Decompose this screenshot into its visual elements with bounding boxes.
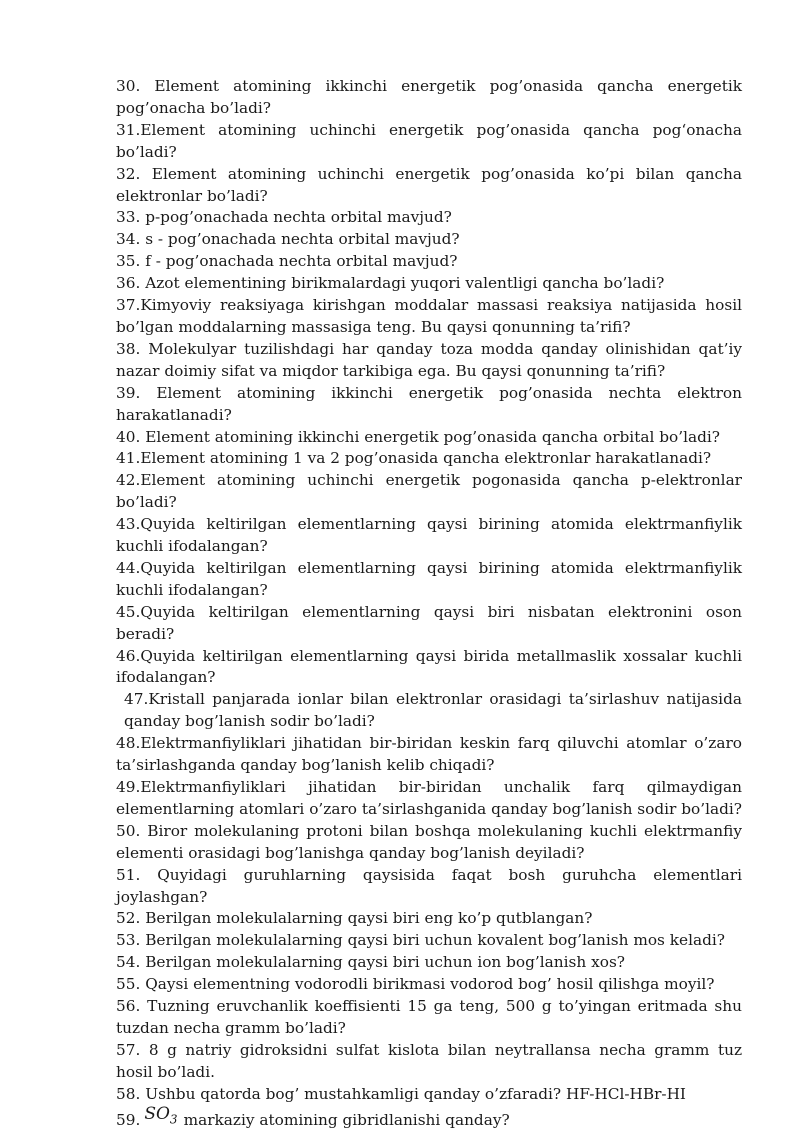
question-33: 33. p-pog’onachada nechta orbital mavjud? xyxy=(116,208,452,227)
question-30: 30. Element atomining ikkinchi energetik pog’onasida qancha energetik pog’onacha bo’ladi? xyxy=(116,77,742,117)
question-44: 44.Quyida keltirilgan elementlarning qaysi birining atomida elektrmanfiylik kuchli ifodalangan? xyxy=(116,558,742,599)
question-52: 52. Berilgan molekulalarning qaysi biri eng ko’p qutblangan? xyxy=(116,909,593,928)
question-51: 51. Quyidagi guruhlarning qaysisida faqat bosh guruhcha elementlari joylashgan? xyxy=(116,865,742,906)
question-48: 48.Elektrmanfiyliklari jihatidan bir-biridan keskin farq qiluvchi atomlar o’zaro ta’sirlashganda qanday bog’lanish kelib chiqadi? xyxy=(116,734,742,775)
question-32: 32. Element atomining uchinchi energetik pog’onasida ko’pi bilan qancha elektronlar bo’ladi? xyxy=(116,164,742,205)
question-31: 31.Element atomining uchinchi energetik pog’onasida qancha pog‘onacha bo’ladi? xyxy=(116,120,742,161)
question-39: 39. Element atomining ikkinchi energetik pog’onasida nechta elektron harakatlanadi? xyxy=(116,383,742,424)
question-53: 53. Berilgan molekulalarning qaysi biri uchun kovalent bog’lanish mos keladi? xyxy=(116,931,725,950)
question-43: 43.Quyida keltirilgan elementlarning qaysi birining atomida elektrmanfiylik kuchli ifodalangan? xyxy=(116,515,742,556)
question-47: 47.Kristall panjarada ionlar bilan elektronlar orasidagi ta’sirlashuv natijasida qanday bog’lanish sodir bo’ladi? xyxy=(124,690,742,731)
question-59-number: 59. xyxy=(116,1110,141,1129)
question-57: 57. 8 g natriy gidroksidni sulfat kislota bilan neytrallansa necha gramm tuz hosil bo’ladi. xyxy=(116,1040,742,1081)
question-list xyxy=(116,76,742,1137)
question-45: 45.Quyida keltirilgan elementlarning qaysi biri nisbatan elektronini oson beradi? xyxy=(116,602,742,643)
question-55: 55. Qaysi elementning vodorodli birikmasi vodorod bog’ hosil qilishga moyil? xyxy=(116,975,715,994)
question-58: 58. Ushbu qatorda bog’ mustahkamligi qanday o’zfaradi? HF-HCl-HBr-HI xyxy=(116,1084,686,1103)
question-56: 56. Tuzning eruvchanlik koeffisienti 15 ga teng, 500 g to’yingan eritmada shu tuzdan necha gramm bo’ladi? xyxy=(116,997,742,1037)
so3-formula-base: SO xyxy=(144,1103,170,1124)
so3-formula-subscript: 3 xyxy=(169,1111,178,1126)
question-49: 49.Elektrmanfiyliklari jihatidan bir-biridan unchalik farq qilmaydigan elementlarning atomlari o’zaro ta’sirlashganida qanday bog’lanish sodir bo’ladi? xyxy=(116,778,742,818)
question-34: 34. s - pog’onachada nechta orbital mavjud? xyxy=(116,230,460,249)
question-41: 41.Element atomining 1 va 2 pog’onasida qancha elektronlar harakatlanadi? xyxy=(116,449,712,468)
question-38: 38. Molekulyar tuzilishdagi har qanday toza modda qanday olinishidan qat’iy nazar doimiy sifat va miqdor tarkibiga ega. Bu qaysi qonunning ta’rifi? xyxy=(116,339,742,380)
question-37: 37.Kimyoviy reaksiyaga kirishgan moddalar massasi reaksiya natijasida hosil bo’lgan moddalarning massasiga teng. Bu qaysi qonunning ta’rifi? xyxy=(116,296,742,336)
question-59-text: markaziy atomining gibridlanishi qanday? xyxy=(183,1110,510,1129)
question-54: 54. Berilgan molekulalarning qaysi biri uchun ion bog’lanish xos? xyxy=(116,953,626,972)
question-59 xyxy=(116,1103,742,1137)
question-46: 46.Quyida keltirilgan elementlarning qaysi birida metallmaslik xossalar kuchli ifodalangan? xyxy=(116,646,742,687)
question-40: 40. Element atomining ikkinchi energetik pog’onasida qancha orbital bo’ladi? xyxy=(116,427,720,446)
so3-formula xyxy=(144,1104,177,1124)
question-36: 36. Azot elementining birikmalardagi yuqori valentligi qancha bo’ladi? xyxy=(116,274,665,293)
question-35: 35. f - pog’onachada nechta orbital mavjud? xyxy=(116,252,458,271)
question-42: 42.Element atomining uchinchi energetik pogonasida qancha p-elektronlar bo’ladi? xyxy=(116,471,742,512)
question-50: 50. Biror molekulaning protoni bilan boshqa molekulaning kuchli elektrmanfiy elementi orasidagi bog’lanishga qanday bog’lanish deyiladi? xyxy=(116,821,742,862)
